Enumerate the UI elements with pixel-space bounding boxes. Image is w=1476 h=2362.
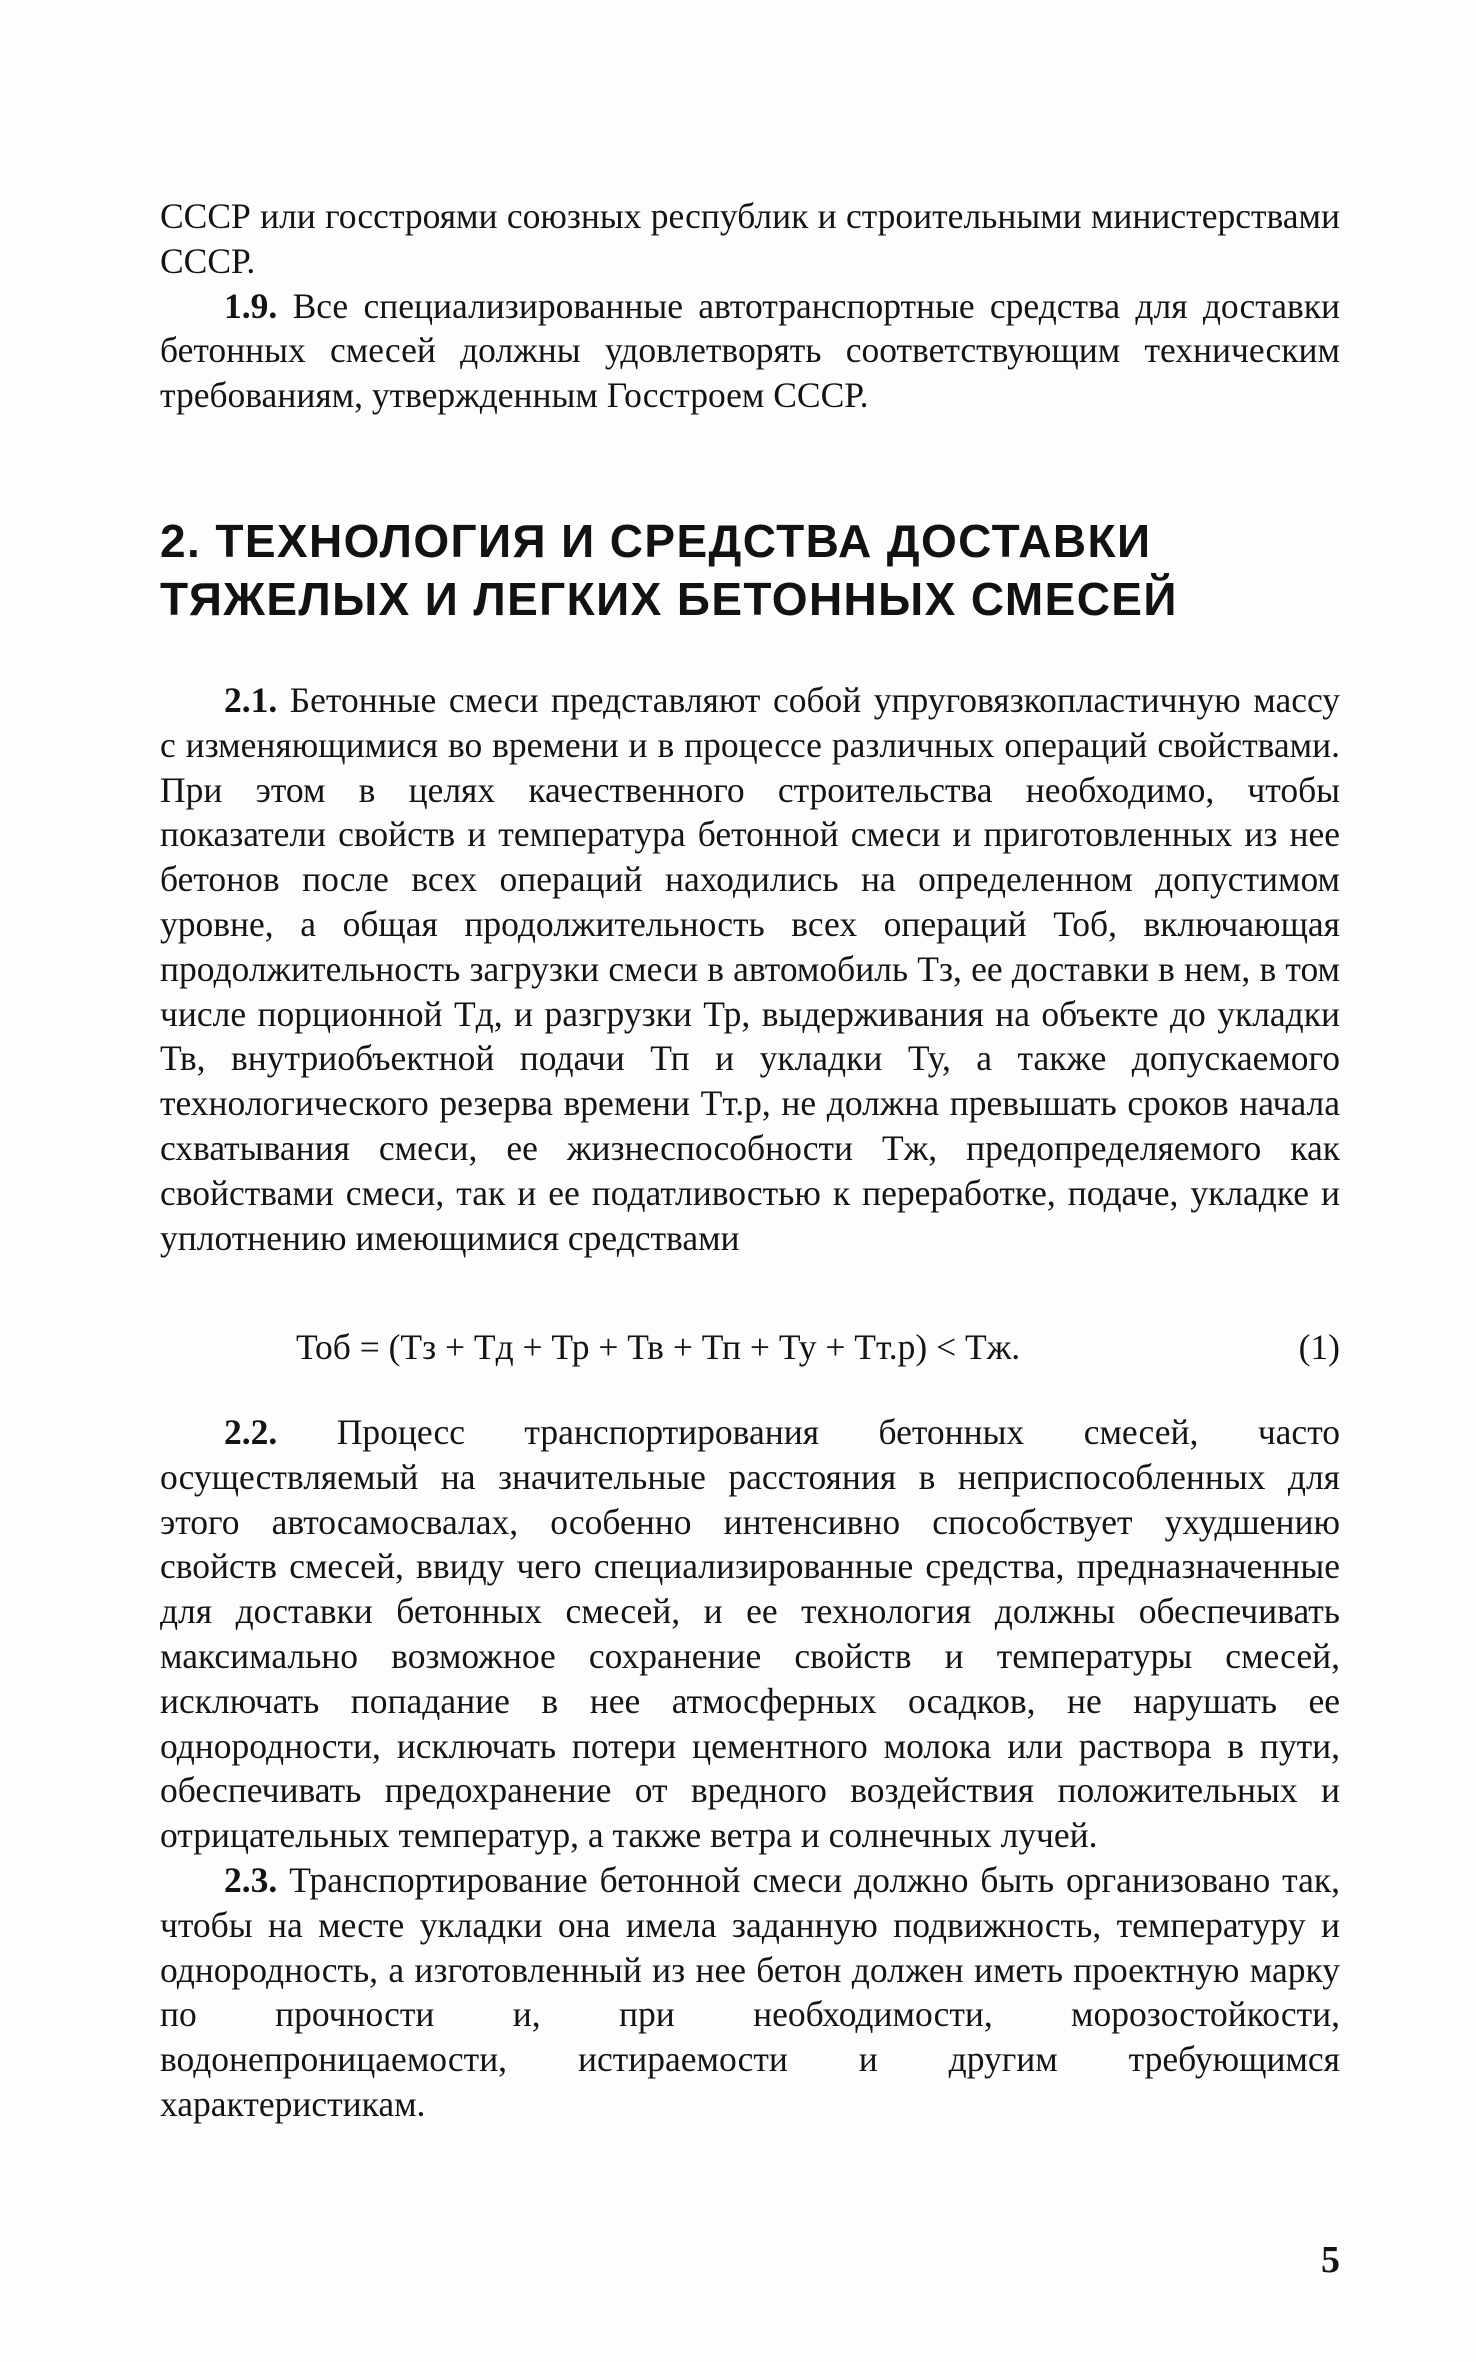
paragraph-2-1 [160, 678, 1340, 1260]
formula-number: (1) [1298, 1327, 1340, 1367]
paragraph-continuation: СССР или госстроями союзных республик и строительными министерствами СССР. [160, 196, 1340, 281]
intro-block [160, 194, 1340, 418]
section-2-1-block [160, 678, 1340, 1260]
section-heading-line-2: ТЯЖЕЛЫХ И ЛЕГКИХ БЕТОННЫХ СМЕСЕЙ [160, 573, 1178, 625]
paragraph-2-2 [160, 1410, 1340, 1858]
section-heading-line-1: 2. ТЕХНОЛОГИЯ И СРЕДСТВА ДОСТАВКИ [160, 515, 1152, 567]
paragraph-number: 1.9. [224, 285, 278, 326]
paragraph-text: Процесс транспортирования бетонных смесей, часто осуществляемый на значительные расстояния в неприспособленных для этого автосамосвалах, особенно интенсивно способствует ухудшению свойств смесей, ввиду чего специализированные средства, предназначенные для доставки бетонных смесей, и ее технология должны обеспечивать максимально возможное сохранение свойств и температуры смесей, исключать попадание в нее атмосферных осадков, не нарушать ее однородности, исключать потери цементного молока или раствора в пути, обеспечивать предохранение от вредного воздействия положительных и отрицательных температур, а также ветра и солнечных лучей. [160, 1412, 1340, 1856]
formula-1 [160, 1322, 1340, 1372]
page-number: 5 [1321, 2239, 1340, 2281]
section-2-2-block [160, 1410, 1340, 2127]
paragraph-text: Транспортирование бетонной смеси должно быть организовано так, чтобы на месте укладки она имела заданную подвижность, температуру и однородность, а изготовленный из нее бетон должен иметь проектную марку по прочности и, при необходимости, морозостойкости, водонепроницаемости, истираемости и другим требующимся характеристикам. [160, 1859, 1340, 2124]
paragraph-text: Все специализированные автотранспортные средства для доставки бетонных смесей должны удовлетворять соответствующим техническим требованиям, утвержденным Госстроем СССР. [160, 285, 1340, 416]
paragraph-1-9 [160, 284, 1340, 418]
paragraph-number: 2.3. [224, 1859, 278, 1900]
paragraph-2-3 [160, 1858, 1340, 2127]
section-heading [160, 512, 1360, 628]
paragraph-text: Бетонные смеси представляют собой упруговязкопластичную массу с изменяющимися во времени и в процессе различных операций свойствами. При этом в целях качественного строительства необходимо, чтобы показатели свойств и температура бетонной смеси и приготовленных из нее бетонов после всех операций находились на определенном допустимом уровне, а общая продолжительность всех операций Тоб, включающая продолжительность загрузки смеси в автомобиль Тз, ее доставки в нем, в том числе порционной Тд, и разгрузки Тр, выдерживания на объекте до укладки Тв, внутриобъектной подачи Тп и укладки Ту, а также допускаемого технологического резерва времени Тт.р, не должна превышать сроков начала схватывания смеси, ее жизнеспособности Тж, предопределяемого как свойствами смеси, так и ее податливостью к переработке, подаче, укладке и уплотнению имеющимися средствами [160, 680, 1340, 1258]
formula-expression: Тоб = (Тз + Тд + Тр + Тв + Тп + Ту + Тт.р) < Тж. [296, 1327, 1021, 1367]
paragraph-number: 2.1. [224, 680, 278, 720]
paragraph-number: 2.2. [224, 1412, 278, 1452]
